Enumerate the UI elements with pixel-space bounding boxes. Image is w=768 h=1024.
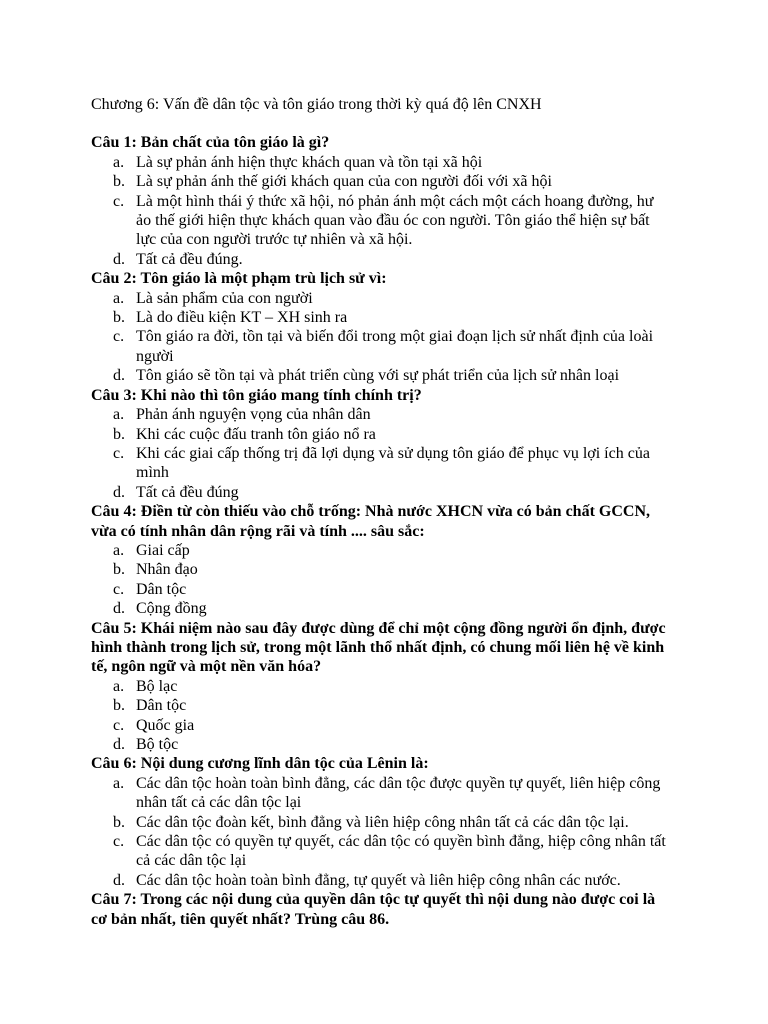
question-text: Câu 6: Nội dung cương lĩnh dân tộc của Lênin là:: [91, 755, 429, 773]
answer-option: [91, 560, 671, 579]
question-block: [91, 890, 671, 929]
option-letter: b.: [113, 173, 125, 191]
option-text: Bộ lạc: [136, 677, 178, 695]
chapter-title: Chương 6: Vấn đề dân tộc và tôn giáo trong thời kỳ quá độ lên CNXH: [91, 96, 542, 113]
option-letter: a.: [113, 153, 125, 171]
answer-option: [91, 774, 671, 813]
answer-option: [91, 541, 671, 560]
question-block: [91, 502, 671, 618]
option-letter: c.: [113, 580, 125, 598]
question-block: [91, 386, 671, 502]
answer-option: [91, 308, 671, 327]
option-text: Bộ tộc: [136, 736, 179, 753]
option-letter: c.: [113, 192, 125, 210]
option-letter: a.: [113, 774, 125, 792]
option-text: Tất cả đều đúng: [136, 483, 239, 501]
answer-option: [91, 366, 671, 385]
option-text: Phản ánh nguyện vọng của nhân dân: [136, 406, 371, 424]
option-text: Khi các giai cấp thống trị đã lợi dụng và sử dụng tôn giáo để phục vụ lợi ích của mình: [136, 444, 650, 482]
option-letter: a.: [113, 541, 125, 559]
option-letter: b.: [113, 309, 125, 327]
option-text: Là sự phản ánh thế giới khách quan của con người đối với xã hội: [136, 173, 552, 191]
document-page: [91, 95, 671, 929]
option-text: Các dân tộc hoàn toàn bình đẳng, các dân tộc được quyền tự quyết, liên hiệp công nhân tất cả các dân tộc lại: [136, 774, 661, 812]
question-text: Câu 2: Tôn giáo là một phạm trù lịch sử vì:: [91, 270, 387, 288]
answer-option: [91, 832, 671, 871]
option-text: Là một hình thái ý thức xã hội, nó phản ánh một cách một cách hoang đường, hư ảo thế giới hiện thực khách quan vào đầu óc con người. Tôn giáo thể hiện sự bất lực của con người trước tự nhiên và xã hội.: [136, 192, 654, 249]
question-block: [91, 754, 671, 890]
option-text: Tất cả đều đúng.: [136, 250, 243, 268]
answer-options: [91, 677, 671, 755]
answer-option: [91, 483, 671, 502]
answer-options: [91, 405, 671, 502]
option-text: Các dân tộc đoàn kết, bình đẳng và liên hiệp công nhân tất cả các dân tộc lại.: [136, 813, 629, 831]
option-letter: d.: [113, 367, 125, 385]
answer-options: [91, 774, 671, 890]
answer-option: [91, 250, 671, 269]
option-letter: b.: [113, 813, 125, 831]
option-text: Cộng đồng: [136, 600, 207, 618]
answer-option: [91, 813, 671, 832]
option-text: Tôn giáo sẽ tồn tại và phát triển cùng với sự phát triển của lịch sử nhân loại: [136, 367, 620, 385]
answer-option: [91, 580, 671, 599]
option-text: Là do điều kiện KT – XH sinh ra: [136, 309, 348, 327]
answer-option: [91, 696, 671, 715]
question-text: Câu 4: Điền từ còn thiếu vào chỗ trống: Nhà nước XHCN vừa có bản chất GCCN, vừa có tính nhân dân rộng rãi và tính .... sâu sắc:: [91, 503, 650, 540]
question-list: [91, 133, 671, 929]
answer-option: [91, 716, 671, 735]
option-text: Giai cấp: [136, 541, 190, 559]
answer-option: [91, 871, 671, 890]
option-letter: d.: [113, 871, 125, 889]
question-text: Câu 7: Trong các nội dung của quyền dân tộc tự quyết thì nội dung nào được coi là cơ bản nhất, tiên quyết nhất? Trùng câu 86.: [91, 891, 656, 928]
option-text: Nhân đạo: [136, 561, 198, 579]
option-letter: b.: [113, 561, 125, 579]
answer-options: [91, 289, 671, 386]
option-letter: a.: [113, 677, 125, 695]
answer-options: [91, 153, 671, 269]
option-letter: b.: [113, 425, 125, 443]
answer-option: [91, 289, 671, 308]
option-letter: d.: [113, 600, 125, 618]
question-block: [91, 269, 671, 385]
question-text: Câu 3: Khi nào thì tôn giáo mang tính chính trị?: [91, 386, 422, 404]
option-letter: c.: [113, 716, 125, 734]
answer-options: [91, 541, 671, 619]
question-text: Câu 5: Khái niệm nào sau đây được dùng để chỉ một cộng đồng người ổn định, được hình thành trong lịch sử, trong một lãnh thổ nhất định, có chung mối liên hệ về kinh tế, ngôn ngữ và một nền văn hóa?: [91, 619, 666, 676]
answer-option: [91, 677, 671, 696]
option-letter: c.: [113, 444, 125, 462]
answer-option: [91, 327, 671, 366]
question-block: [91, 133, 671, 269]
answer-option: [91, 153, 671, 172]
answer-option: [91, 444, 671, 483]
answer-option: [91, 405, 671, 424]
answer-option: [91, 172, 671, 191]
question-text: Câu 1: Bản chất của tôn giáo là gì?: [91, 134, 330, 152]
option-text: Là sự phản ánh hiện thực khách quan và tồn tại xã hội: [136, 153, 483, 171]
option-text: Các dân tộc có quyền tự quyết, các dân tộc có quyền bình đẳng, hiệp công nhân tất cả các dân tộc lại: [136, 833, 666, 870]
option-text: Các dân tộc hoàn toàn bình đẳng, tự quyết và liên hiệp công nhân các nước.: [136, 871, 621, 889]
answer-option: [91, 425, 671, 444]
option-letter: c.: [113, 328, 125, 346]
option-letter: c.: [113, 833, 125, 851]
option-letter: d.: [113, 250, 125, 268]
option-letter: a.: [113, 406, 125, 424]
answer-option: [91, 599, 671, 618]
option-letter: d.: [113, 736, 125, 753]
answer-option: [91, 192, 671, 250]
option-text: Tôn giáo ra đời, tồn tại và biến đổi trong một giai đoạn lịch sử nhất định của loài người: [136, 328, 654, 365]
option-text: Dân tộc: [136, 580, 187, 598]
option-letter: a.: [113, 289, 125, 307]
option-letter: d.: [113, 483, 125, 501]
option-text: Là sản phẩm của con người: [136, 289, 313, 307]
question-block: [91, 619, 671, 755]
option-text: Dân tộc: [136, 697, 187, 715]
answer-option: [91, 735, 671, 754]
option-text: Quốc gia: [136, 716, 195, 734]
option-text: Khi các cuộc đấu tranh tôn giáo nổ ra: [136, 425, 376, 443]
option-letter: b.: [113, 697, 125, 715]
